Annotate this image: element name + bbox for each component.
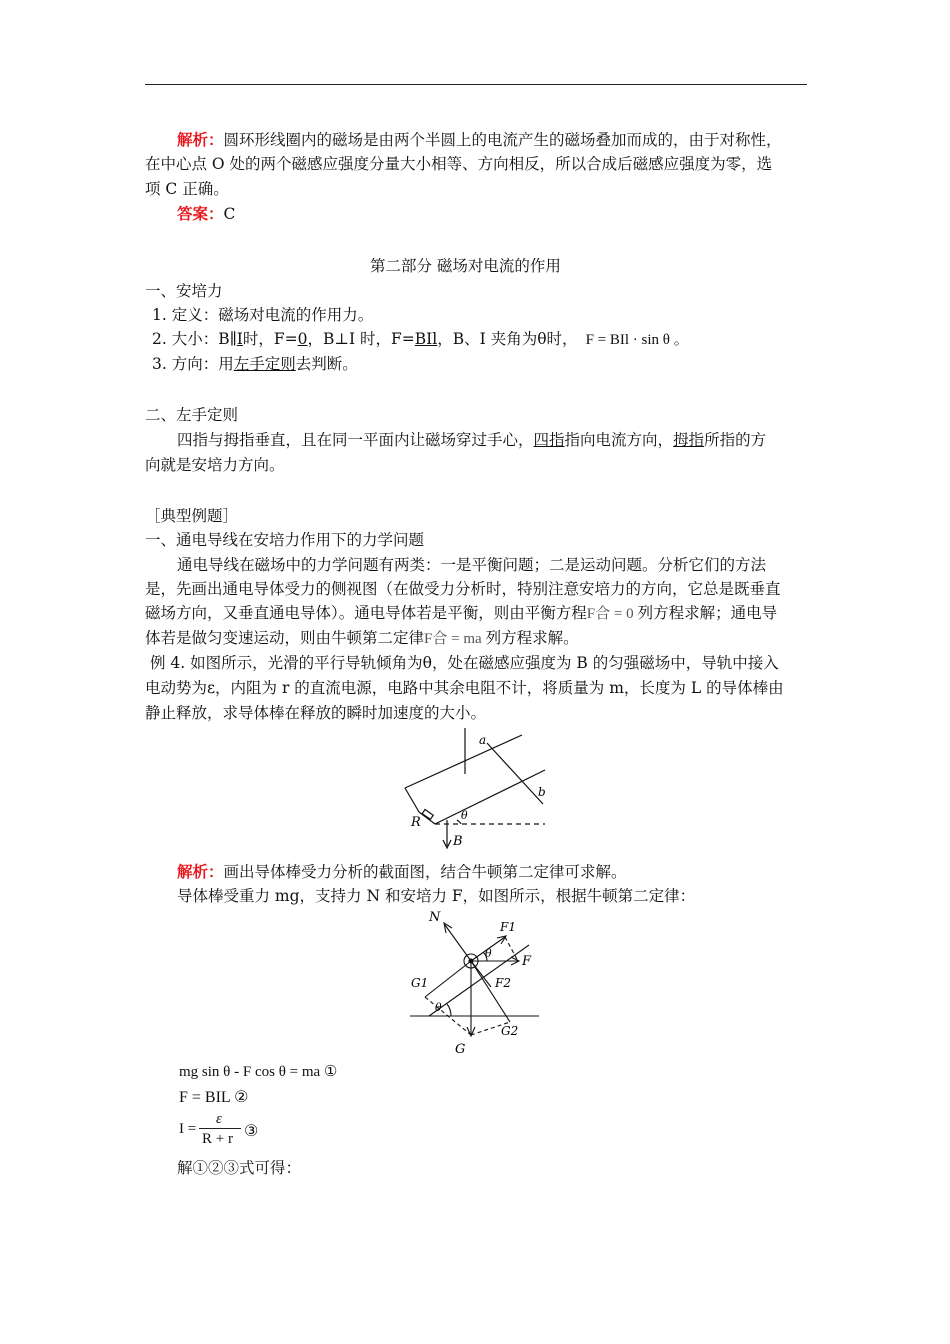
label-theta-base: θ [435,1001,442,1014]
label-F1: F1 [500,920,516,934]
section-title: 第二部分 磁场对电流的作用 [370,257,561,275]
angle-arc-base [447,1004,451,1016]
thumb-term: 拇指 [673,431,705,449]
label-theta-top: θ [485,947,492,960]
answer-label: 答案： [177,204,224,223]
fraction-bar [199,1128,241,1129]
equilibrium-equation: F合 = 0 [586,606,634,622]
label-G: G [455,1042,466,1057]
magnitude-text: ，B⊥I 时，F= [307,330,415,348]
examples-section-heading: 一、通电导线在安培力作用下的力学问题 [145,531,425,549]
label-G2: G2 [501,1024,519,1038]
inclined-rails-figure [395,728,565,852]
resistor [422,809,433,819]
direction-text: 3. 方向：用 [152,355,234,373]
equation-3-numerator: ε [216,1111,222,1127]
label-B: B [453,834,463,849]
label-R: R [411,815,421,830]
lh-text: 四指与拇指垂直，且在同一平面内让磁场穿过手心， [177,431,534,449]
equation-3-left: I = [179,1121,197,1137]
equation-2: F = BIL ② [179,1089,249,1106]
paragraph-line-2: 是，先画出通电导体受力的侧视图（在做受力分析时，特别注意安培力的方向，它总是既垂直 [145,580,781,598]
solution-line-2: 在中心点 O 处的两个磁感应强度分量大小相等、方向相反，所以合成后磁感应强度为零，选 [145,155,773,173]
heading-ampere-force: 一、安培力 [145,282,223,300]
rail-lower [435,770,545,824]
label-theta: θ [461,809,468,822]
paragraph-text: 列方程求解。 [485,629,579,647]
answer-value: C [223,205,236,223]
left-hand-line-1 [177,428,766,452]
solution-line-3: 项 C 正确。 [145,180,229,198]
example-line-2: 电动势为ε，内阻为 r 的直流电源，电路中其余电阻不计，将质量为 m，长度为 L 的导体棒由 [145,679,784,697]
left-hand-rule-term: 左手定则 [233,355,296,373]
left-hand-line-2: 向就是安培力方向。 [145,456,285,474]
paragraph-text: 体若是做匀变速运动，则由牛顿第二定律 [145,629,425,647]
magnitude-text: 2. 大小：B [152,330,230,348]
examples-header: ［典型例题］ [145,507,239,525]
solution-line-1 [177,128,782,152]
paragraph-line-4 [145,626,579,651]
magnitude-text: 时，F= [242,330,298,348]
label-G1: G1 [411,976,429,990]
header-rule [145,84,807,85]
force-diagram-figure [405,905,545,1057]
label-N: N [429,910,441,925]
underlined-bil: BIl [414,330,438,348]
magnitude-text: ，B、I 夹角为θ时， [437,330,578,348]
underlined-zero: 0 [297,330,308,348]
heading-left-hand-rule: 二、左手定则 [145,406,239,424]
equation-3-denominator: R + r [202,1131,233,1147]
label-F: F [522,954,532,969]
newton-equation: F合 = ma [424,631,482,647]
solution2-text: 画出导体棒受力分析的截面图，结合牛顿第二定律可求解。 [223,863,627,881]
normal-arrow-head [444,923,452,933]
four-fingers-term: 四指 [533,431,565,449]
label-b: b [538,785,546,799]
conclusion-line: 解①②③式可得： [177,1159,302,1177]
underlined-I: I [236,330,243,348]
paragraph-line-1: 通电导线在磁场中的力学问题有两类：一是平衡问题；二是运动问题。分析它们的方法 [177,556,767,574]
solution-label: 解析： [177,130,224,149]
solution-text: 圆环形线圈内的磁场是由两个半圆上的电流产生的磁场叠加而成的，由于对称性， [223,131,782,149]
example-line-1: 例 4. 如图所示，光滑的平行导轨倾角为θ，处在磁感应强度为 B 的匀强磁场中，导轨中接入 [150,654,779,672]
direction-line [152,352,358,376]
definition-line: 1. 定义：磁场对电流的作用力。 [152,306,374,324]
direction-text: 去判断。 [295,355,358,373]
force-formula: F = BIl · sin θ 。 [585,332,689,348]
normal-force [445,925,471,961]
equation-3-tag: ③ [244,1123,259,1140]
g2-component [471,961,510,1022]
resistor-wire [419,812,435,824]
lh-text: 指向电流方向， [564,431,674,449]
solution2-label: 解析： [177,862,224,881]
solution2-line-2: 导体棒受重力 mg，支持力 N 和安培力 F，如图所示，根据牛顿第二定律： [177,887,696,905]
paragraph-line-3 [145,601,777,626]
rail-end-left [405,788,419,812]
label-a: a [479,733,487,747]
magnitude-line [152,327,689,352]
equation-1: mg sin θ - F cos θ = ma ① [179,1064,338,1080]
paragraph-text: 列方程求解；通电导 [637,604,778,622]
parallel-symbol: ∥ [229,330,237,348]
solution2-line-1 [177,860,627,884]
paragraph-text: 磁场方向，又垂直通电导体）。通电导体若是平衡，则由平衡方程 [145,604,587,622]
answer-line [177,202,235,226]
label-F2: F2 [495,976,511,990]
example-line-3: 静止释放，求导体棒在释放的瞬时加速度的大小。 [145,704,487,722]
lh-text: 所指的方 [704,431,767,449]
